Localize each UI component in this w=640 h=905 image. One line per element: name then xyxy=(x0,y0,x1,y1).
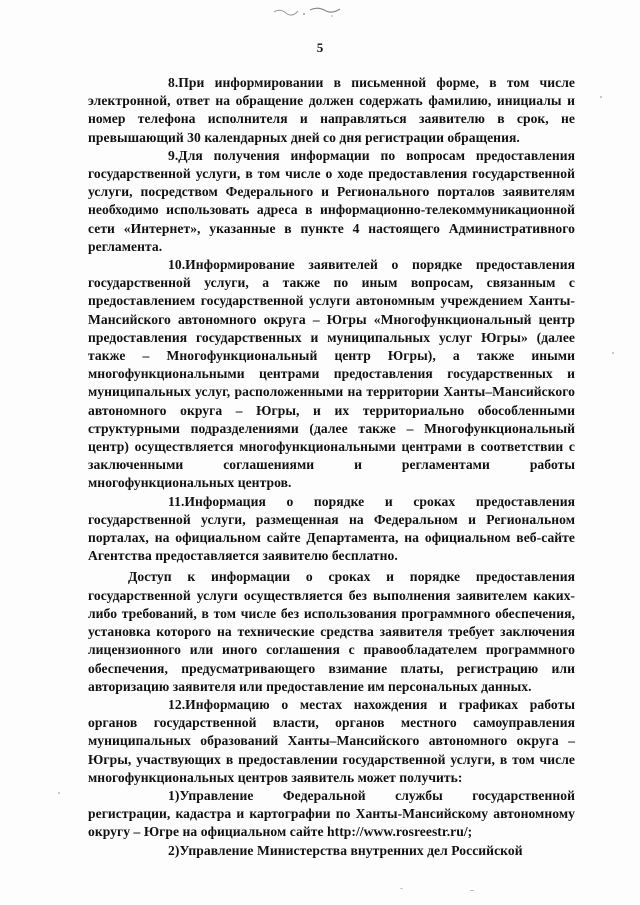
paragraph-8 xyxy=(88,74,575,147)
paragraph-text: Доступ к информации о сроках и порядке предоставления государственной услуги осуществляется без выполнения заявителем каких-либо требований, в том числе без использования программного обеспечения, установка которого на технические средства заявителя требует заключения лицензионного или иного соглашения с правообладателем программного обеспечения, предусматривающего взимание платы, регистрацию или авторизацию заявителя или предоставление им персональных данных. xyxy=(88,569,575,694)
scan-speck xyxy=(612,352,614,354)
list-item-text: Управление Министерства внутренних дел Российской xyxy=(179,842,523,858)
scan-artifact-mark xyxy=(270,4,350,20)
paragraph-text: Информация о порядке и сроках предоставления государственной услуги, размещенная на Федеральном и Региональном порталах, на официальном сайте Департамента, на официальном веб-сайте Агентства предоставляется заявителю бесплатно. xyxy=(88,493,575,564)
paragraph-number: 12. xyxy=(168,696,186,712)
list-item-1 xyxy=(88,787,575,842)
paragraph-number: 11. xyxy=(168,493,185,509)
document-body xyxy=(88,74,575,860)
list-item-number: 2) xyxy=(168,842,180,858)
paragraph-text: При информировании в письменной форме, в том числе электронной, ответ на обращение должен содержать фамилию, инициалы и номер телефона исполнителя и направляться заявителю в срок, не превышающий 30 календарных дней со дня регистрации обращения. xyxy=(88,75,575,145)
scan-speck xyxy=(58,792,60,794)
scan-speck xyxy=(600,96,602,98)
list-item-number: 1) xyxy=(168,787,180,803)
page-number: 5 xyxy=(316,40,324,55)
paragraph-text: Информацию о местах нахождения и графиках работы органов государственной власти, органов местного самоуправления муниципальных образований Ханты–Мансийского автономного округа – Югры, участвующих в предоставлении государственной услуги, в том числе многофункциональных центров заявитель может получить: xyxy=(88,696,575,785)
paragraph-access xyxy=(88,568,575,695)
paragraph-12 xyxy=(88,696,575,787)
scan-speck xyxy=(400,888,403,889)
scan-speck xyxy=(470,890,474,891)
paragraph-10 xyxy=(88,256,575,493)
paragraph-9 xyxy=(88,147,575,256)
paragraph-text: Для получения информации по вопросам предоставления государственной услуги, в том числе о ходе предоставления государственной услуги, посредством Федерального и Регионального порталов заявителям необходимо использовать адреса в информационно-телекоммуникационной сети «Интернет», указанные в пункте 4 настоящего Административного регламента. xyxy=(88,147,575,254)
paragraph-number: 8. xyxy=(168,75,179,90)
paragraph-number: 10. xyxy=(168,257,186,273)
list-item-text: Управление Федеральной службы государственной регистрации, кадастра и картографии по Ханты-Мансийскому автономному округу – Югре на официальном сайте http://www.rosreestr.ru/; xyxy=(88,787,575,840)
paragraph-text: Информирование заявителей о порядке предоставления государственной услуги, а также по иным вопросам, связанным с предоставлением государственной услуги автономным учреждением Ханты-Мансийского автономного округа – Югры «Многофункциональный центр предоставления государственных и муниципальных услуг Югры» (далее также – Многофункциональный центр Югры), а также иными многофункциональными центрами предоставления государственных и муниципальных услуг, расположенными на территории Ханты–Мансийского автономного округа – Югры, и их территориально обособленными структурными подразделениями (далее также – Многофункциональный центр) осуществляется многофункциональными центрами в соответствии с заключенными соглашениями и регламентами работы многофункциональных центров. xyxy=(88,257,575,491)
list-item-2 xyxy=(88,842,575,860)
paragraph-number: 9. xyxy=(168,147,179,163)
paragraph-11 xyxy=(88,493,575,566)
